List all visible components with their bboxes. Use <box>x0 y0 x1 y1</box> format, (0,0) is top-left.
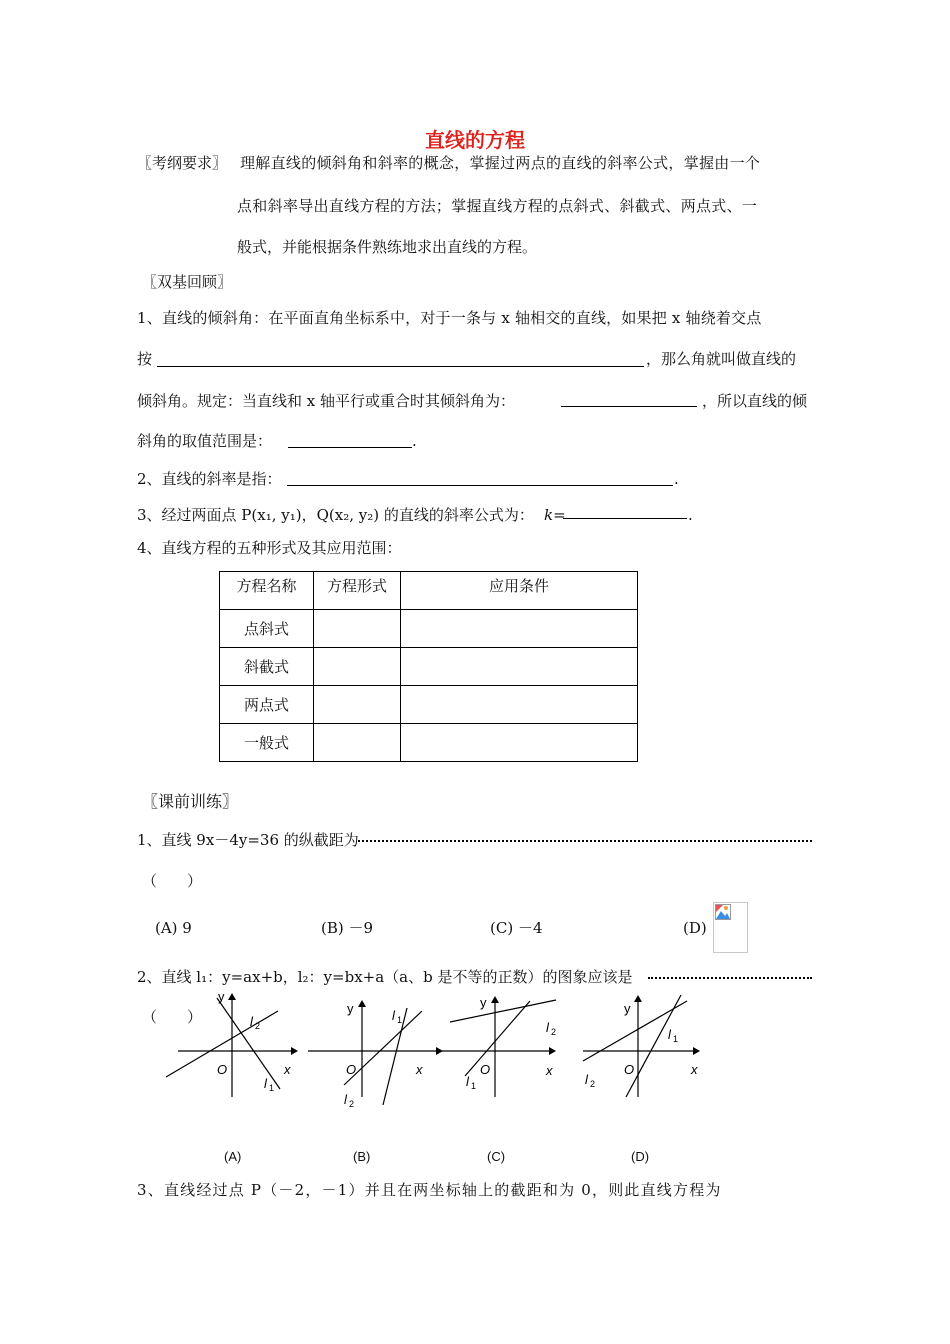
y-label: y <box>480 995 487 1010</box>
blank-angle-range[interactable] <box>288 447 412 448</box>
l2-subscript: 2 <box>551 1027 557 1037</box>
origin-label: O <box>217 1062 228 1077</box>
y-axis-arrow-icon <box>358 1000 366 1007</box>
table-cell-name: 一般式 <box>220 724 314 762</box>
graph-d[interactable] <box>575 992 710 1107</box>
y-axis-arrow-icon <box>491 996 499 1003</box>
review-q3-end: . <box>688 506 693 524</box>
blank-parallel-angle[interactable] <box>561 406 697 407</box>
l2-subscript: 2 <box>590 1079 596 1089</box>
review-q1-line-4a: 斜角的取值范围是： <box>137 432 273 450</box>
l1-subscript: 1 <box>269 1083 275 1093</box>
table-cell-form[interactable] <box>314 610 401 648</box>
review-q1-line-3a: 倾斜角。规定：当直线和 x 轴平行或重合时其倾斜角为： <box>137 392 515 410</box>
l1-subscript: 1 <box>397 1015 403 1025</box>
table-row <box>220 648 638 686</box>
x-label: x <box>691 1062 698 1077</box>
x-axis-arrow-icon <box>549 1047 556 1055</box>
table-header-condition: 应用条件 <box>401 572 638 610</box>
table-row <box>220 610 638 648</box>
dotted-leader <box>648 973 812 979</box>
line-l1 <box>583 1001 687 1061</box>
table-cell-condition[interactable] <box>401 610 638 648</box>
option-a[interactable]: (A) 9 <box>155 919 192 937</box>
broken-image-icon <box>713 902 748 953</box>
table-header-row <box>220 572 638 610</box>
graph-a[interactable] <box>160 992 305 1107</box>
x-axis-arrow-icon <box>291 1047 298 1055</box>
y-axis-arrow-icon <box>634 995 642 1002</box>
table-cell-form[interactable] <box>314 686 401 724</box>
table-cell-form[interactable] <box>314 648 401 686</box>
practice-q3-text: 3、直线经过点 P（－2，－1）并且在两坐标轴上的截距和为 0，则此直线方程为 <box>137 1181 722 1199</box>
table-cell-name: 两点式 <box>220 686 314 724</box>
table-cell-name: 斜截式 <box>220 648 314 686</box>
l1-label: l <box>668 1027 671 1042</box>
practice-q2-answer-paren[interactable]: （ ） <box>142 1008 203 1026</box>
line-equation-forms-table <box>219 571 638 762</box>
review-q1-line-2a: 按 <box>137 350 153 368</box>
dotted-leader <box>358 836 812 842</box>
requirements-line-1: 理解直线的倾斜角和斜率的概念，掌握过两点的直线的斜率公式，掌握由一个 <box>240 154 761 172</box>
graph-c-label: (C) <box>487 1149 506 1164</box>
review-q3-text: 3、经过两面点 P(x₁, y₁)，Q(x₂, y₂) 的直线的斜率公式为： <box>137 506 534 524</box>
y-label: y <box>624 1001 631 1016</box>
option-b[interactable]: (B) －9 <box>321 919 374 937</box>
option-c[interactable]: (C) －4 <box>490 919 543 937</box>
review-q1-line-4b: . <box>412 432 417 450</box>
practice-q2-text: 2、直线 l₁：y=ax+b，l₂：y=bx+a（a、b 是不等的正数）的图象应该是 <box>137 968 633 986</box>
table-cell-condition[interactable] <box>401 724 638 762</box>
review-q1-line-2b: ，那么角就叫做直线的 <box>646 350 797 368</box>
l2-label: l <box>585 1072 588 1087</box>
review-q4-text: 4、直线方程的五种形式及其应用范围： <box>137 539 402 557</box>
l1-label: l <box>264 1076 267 1091</box>
review-q3-k: k= <box>544 506 566 524</box>
blank-slope-definition[interactable] <box>287 485 673 486</box>
line-l1 <box>383 1008 407 1105</box>
l2-label: l <box>546 1020 549 1035</box>
y-label: y <box>347 1001 354 1016</box>
l2-subscript: 2 <box>255 1021 261 1031</box>
l2-subscript: 2 <box>349 1099 355 1109</box>
review-q1-line-1: 1、直线的倾斜角：在平面直角坐标系中，对于一条与 x 轴相交的直线，如果把 x 轴绕着交点 <box>137 309 762 327</box>
table-header-name: 方程名称 <box>220 572 314 610</box>
l1-subscript: 1 <box>471 1081 477 1091</box>
practice-q1-answer-paren[interactable]: （ ） <box>142 872 203 890</box>
table-header-form: 方程形式 <box>314 572 401 610</box>
blank-rotation-direction[interactable] <box>157 366 644 367</box>
page-title: 直线的方程 <box>425 128 525 152</box>
review-q2-text: 2、直线的斜率是指： <box>137 470 282 488</box>
practice-header: 〖课前训练〗 <box>142 792 239 811</box>
blank-slope-formula[interactable] <box>563 518 687 519</box>
practice-q1-text: 1、直线 9x－4y=36 的纵截距为 <box>137 831 359 849</box>
origin-label: O <box>624 1062 635 1077</box>
x-label: x <box>416 1062 423 1077</box>
requirements-label: 〖考纲要求〗 <box>137 154 228 172</box>
table-row <box>220 686 638 724</box>
origin-label: O <box>346 1062 357 1077</box>
y-label: y <box>218 992 225 1004</box>
l1-label: l <box>392 1008 395 1023</box>
review-header: 〖双基回顾〗 <box>142 273 233 291</box>
l2-label: l <box>250 1014 253 1029</box>
requirements-line-2: 点和斜率导出直线方程的方法；掌握直线方程的点斜式、斜截式、两点式、一 <box>237 197 758 215</box>
graph-d-label: (D) <box>631 1149 650 1164</box>
line-l2 <box>626 995 681 1097</box>
x-label: x <box>284 1062 291 1077</box>
graph-b-label: (B) <box>353 1149 371 1164</box>
graph-c[interactable] <box>435 992 585 1107</box>
requirements-line-3: 般式，并能根据条件熟练地求出直线的方程。 <box>237 238 538 256</box>
line-l2 <box>450 1000 556 1022</box>
option-d[interactable]: (D) <box>683 919 707 937</box>
table-cell-condition[interactable] <box>401 686 638 724</box>
graph-a-label: (A) <box>224 1149 242 1164</box>
graph-b[interactable] <box>300 992 450 1117</box>
y-axis-arrow-icon <box>228 993 236 1000</box>
review-q1-line-3b: ，所以直线的倾 <box>702 392 808 410</box>
l1-subscript: 1 <box>673 1034 679 1044</box>
origin-label: O <box>480 1062 491 1077</box>
table-cell-form[interactable] <box>314 724 401 762</box>
x-label: x <box>546 1063 553 1078</box>
table-cell-name: 点斜式 <box>220 610 314 648</box>
x-axis-arrow-icon <box>693 1047 700 1055</box>
l1-label: l <box>466 1074 469 1089</box>
table-cell-condition[interactable] <box>401 648 638 686</box>
table-row <box>220 724 638 762</box>
l2-label: l <box>344 1092 347 1107</box>
review-q2-end: . <box>674 470 679 488</box>
